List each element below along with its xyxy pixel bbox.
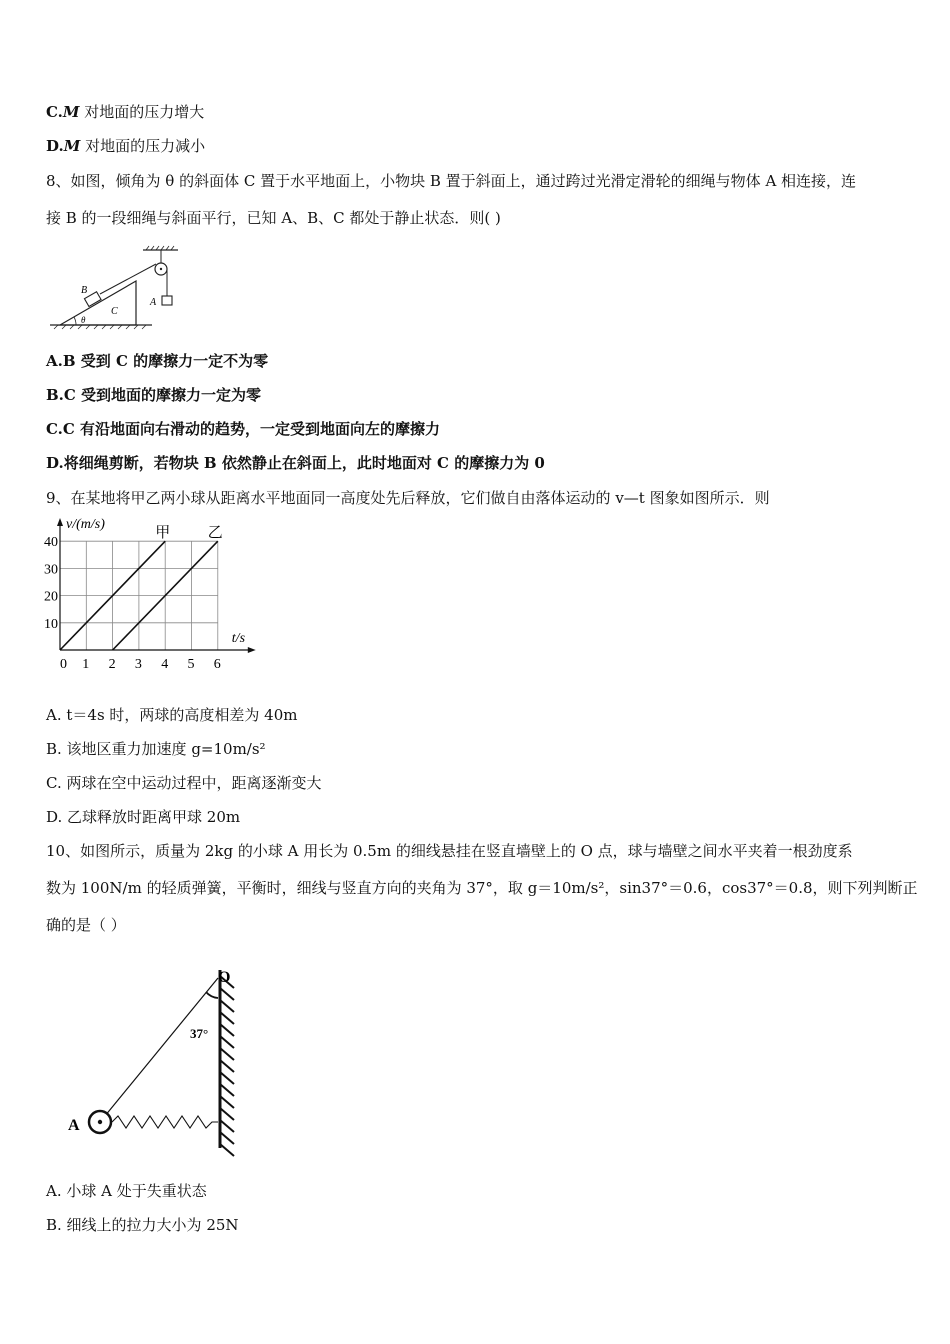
q10-option-b: B. 细线上的拉力大小为 25N [46,1216,239,1234]
q7-option-c-var: M [62,103,80,121]
q8-option-c: C.C 有沿地面向右滑动的趋势，一定受到地面向左的摩擦力 [46,420,441,438]
q7-option-d [46,136,205,156]
q7-option-d-prefix: D. [46,137,64,155]
x-tick-label: 6 [213,657,221,672]
q8-figure-incline [48,245,188,335]
label-b: B [81,285,88,296]
y-tick-label: 40 [44,535,58,551]
q7-option-c [46,102,204,122]
label-c: C [111,306,118,317]
q8-stem-line2: 接 B 的一段细绳与斜面平行，已知 A、B、C 都处于静止状态．则( ) [46,209,501,227]
label-o: O [218,969,231,986]
string-line [100,978,218,1122]
x-tick-label: 0 [60,657,67,672]
q9-option-b: B. 该地区重力加速度 g=10m/s² [46,740,266,758]
label-37: 37° [190,1026,209,1041]
y-tick-label: 10 [44,616,58,632]
q10-option-a: A. 小球 A 处于失重状态 [46,1182,207,1200]
spring [112,1116,218,1128]
x-tick-label: 5 [187,657,195,672]
q7-option-c-prefix: C. [46,103,63,121]
x-axis-label: t/s [231,631,246,646]
x-tick-label: 4 [161,657,169,672]
q10-stem-line3: 确的是（ ） [46,916,126,934]
q10-stem-line1: 10、如图所示，质量为 2kg 的小球 A 用长为 0.5m 的细线悬挂在竖直墙壁上的 O 点，球与墙壁之间水平夹着一根劲度系 [46,842,853,860]
vt-chart [38,514,278,684]
block-a [162,296,172,305]
series-label: 甲 [155,525,171,542]
q9-option-a: A. t＝4s 时，两球的高度相差为 40m [46,706,298,724]
chart-grid [60,541,218,650]
q7-option-c-text: 对地面的压力增大 [79,103,205,121]
q7-option-d-text: 对地面的压力减小 [80,137,206,155]
q9-stem: 9、在某地将甲乙两小球从距离水平地面同一高度处先后释放，它们做自由落体运动的 v—t 图象如图所示．则 [46,489,770,507]
series-label: 乙 [207,525,223,542]
q8-stem-line1: 8、如图，倾角为 θ 的斜面体 C 置于水平地面上，小物块 B 置于斜面上，通过跨过光滑定滑轮的细绳与物体 A 相连接，连 [46,172,857,190]
q8-option-a: A.B 受到 C 的摩擦力一定不为零 [46,352,269,370]
q9-option-c: C. 两球在空中运动过程中，距离逐渐变大 [46,774,322,792]
label-a-ball: A [68,1117,80,1134]
q8-option-d: D.将细绳剪断，若物块 B 依然静止在斜面上，此时地面对 C 的摩擦力为 0 [46,454,545,472]
x-tick-label: 1 [82,657,90,672]
x-tick-label: 2 [108,657,116,672]
y-axis-label: v/(m/s) [66,517,105,532]
x-tick-label: 3 [134,657,142,672]
q10-figure-wall-spring [60,962,250,1162]
q10-stem-line2: 数为 100N/m 的轻质弹簧，平衡时，细线与竖直方向的夹角为 37°，取 g＝10m/s²，sin37°＝0.6，cos37°＝0.8，则下列判断正 [46,879,918,897]
q9-option-d: D. 乙球释放时距离甲球 20m [46,808,241,826]
label-a: A [150,297,157,308]
x-axis-arrow [248,647,256,653]
q8-option-b: B.C 受到地面的摩擦力一定为零 [46,386,262,404]
y-tick-label: 20 [44,589,58,605]
q7-option-d-var: M [63,137,81,155]
wall-hatching [220,976,234,1156]
y-tick-label: 30 [44,562,58,578]
y-axis-arrow [57,518,63,526]
label-theta: θ [81,315,86,325]
chart-series [60,524,223,650]
